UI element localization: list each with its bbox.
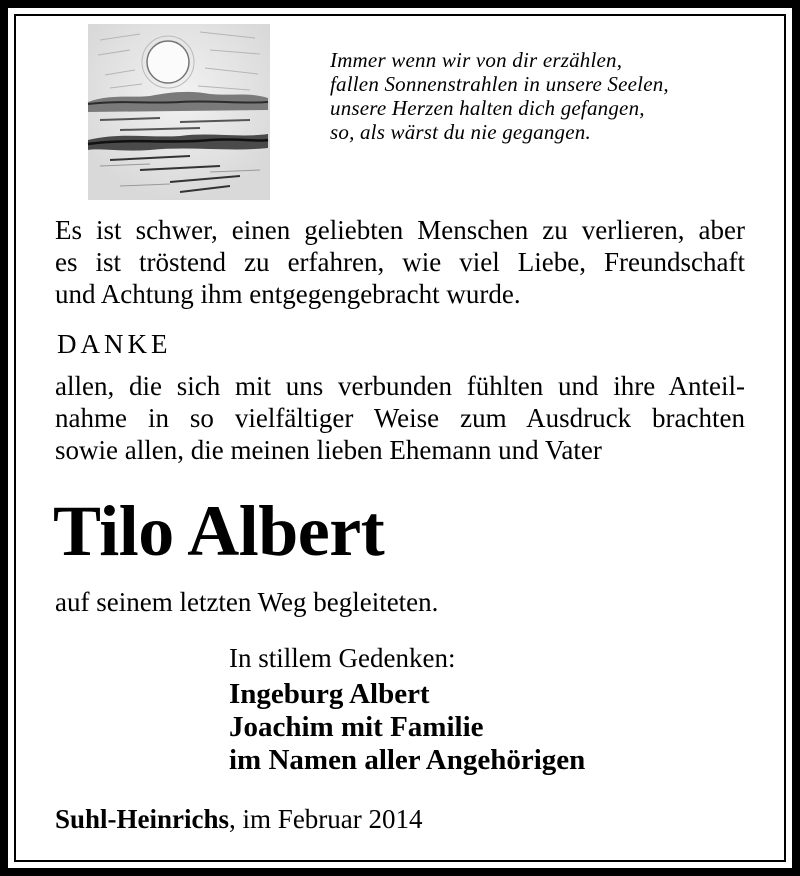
thanks-line: sowie allen, die meinen lieben Ehemann und Vater xyxy=(55,435,602,465)
place-name: Suhl-Heinrichs xyxy=(55,804,230,834)
intro-line: und Achtung ihm entgegengebracht wurde. xyxy=(55,279,521,309)
poem-line: so, als wärst du nie gegangen. xyxy=(330,120,591,144)
thanks-paragraph xyxy=(55,370,745,466)
thanks-line: nahme in so vielfältiger Weise zum Ausdruck brachten xyxy=(55,403,745,433)
mourner-name: Ingeburg Albert xyxy=(229,678,430,710)
thanks-heading: DANKE xyxy=(57,329,172,359)
intro-paragraph xyxy=(55,214,745,310)
sunset-landscape-sketch-icon xyxy=(80,20,272,202)
intro-line: es ist tröstend zu erfahren, wie viel Liebe, Freundschaft xyxy=(55,247,745,277)
thanks-line: allen, die sich mit uns verbunden fühlten und ihre Anteil- xyxy=(55,371,745,401)
poem-line: unsere Herzen halten dich gefangen, xyxy=(330,96,645,120)
poem-line: fallen Sonnenstrahlen in unsere Seelen, xyxy=(330,72,669,96)
signature-intro: In stillem Gedenken: xyxy=(229,643,456,673)
mourner-list xyxy=(229,678,585,777)
deceased-name: Tilo Albert xyxy=(53,491,385,571)
poem-line: Immer wenn wir von dir erzählen, xyxy=(330,48,623,72)
mourner-name: Joachim mit Familie xyxy=(229,711,484,743)
place-date xyxy=(55,803,423,835)
mourner-name: im Namen aller Angehörigen xyxy=(229,744,586,776)
date-text: , im Februar 2014 xyxy=(229,804,423,834)
intro-line: Es ist schwer, einen geliebten Menschen zu verlieren, aber xyxy=(55,215,745,245)
poem xyxy=(330,48,669,144)
closing-line: auf seinem letzten Weg begleiteten. xyxy=(55,587,439,617)
